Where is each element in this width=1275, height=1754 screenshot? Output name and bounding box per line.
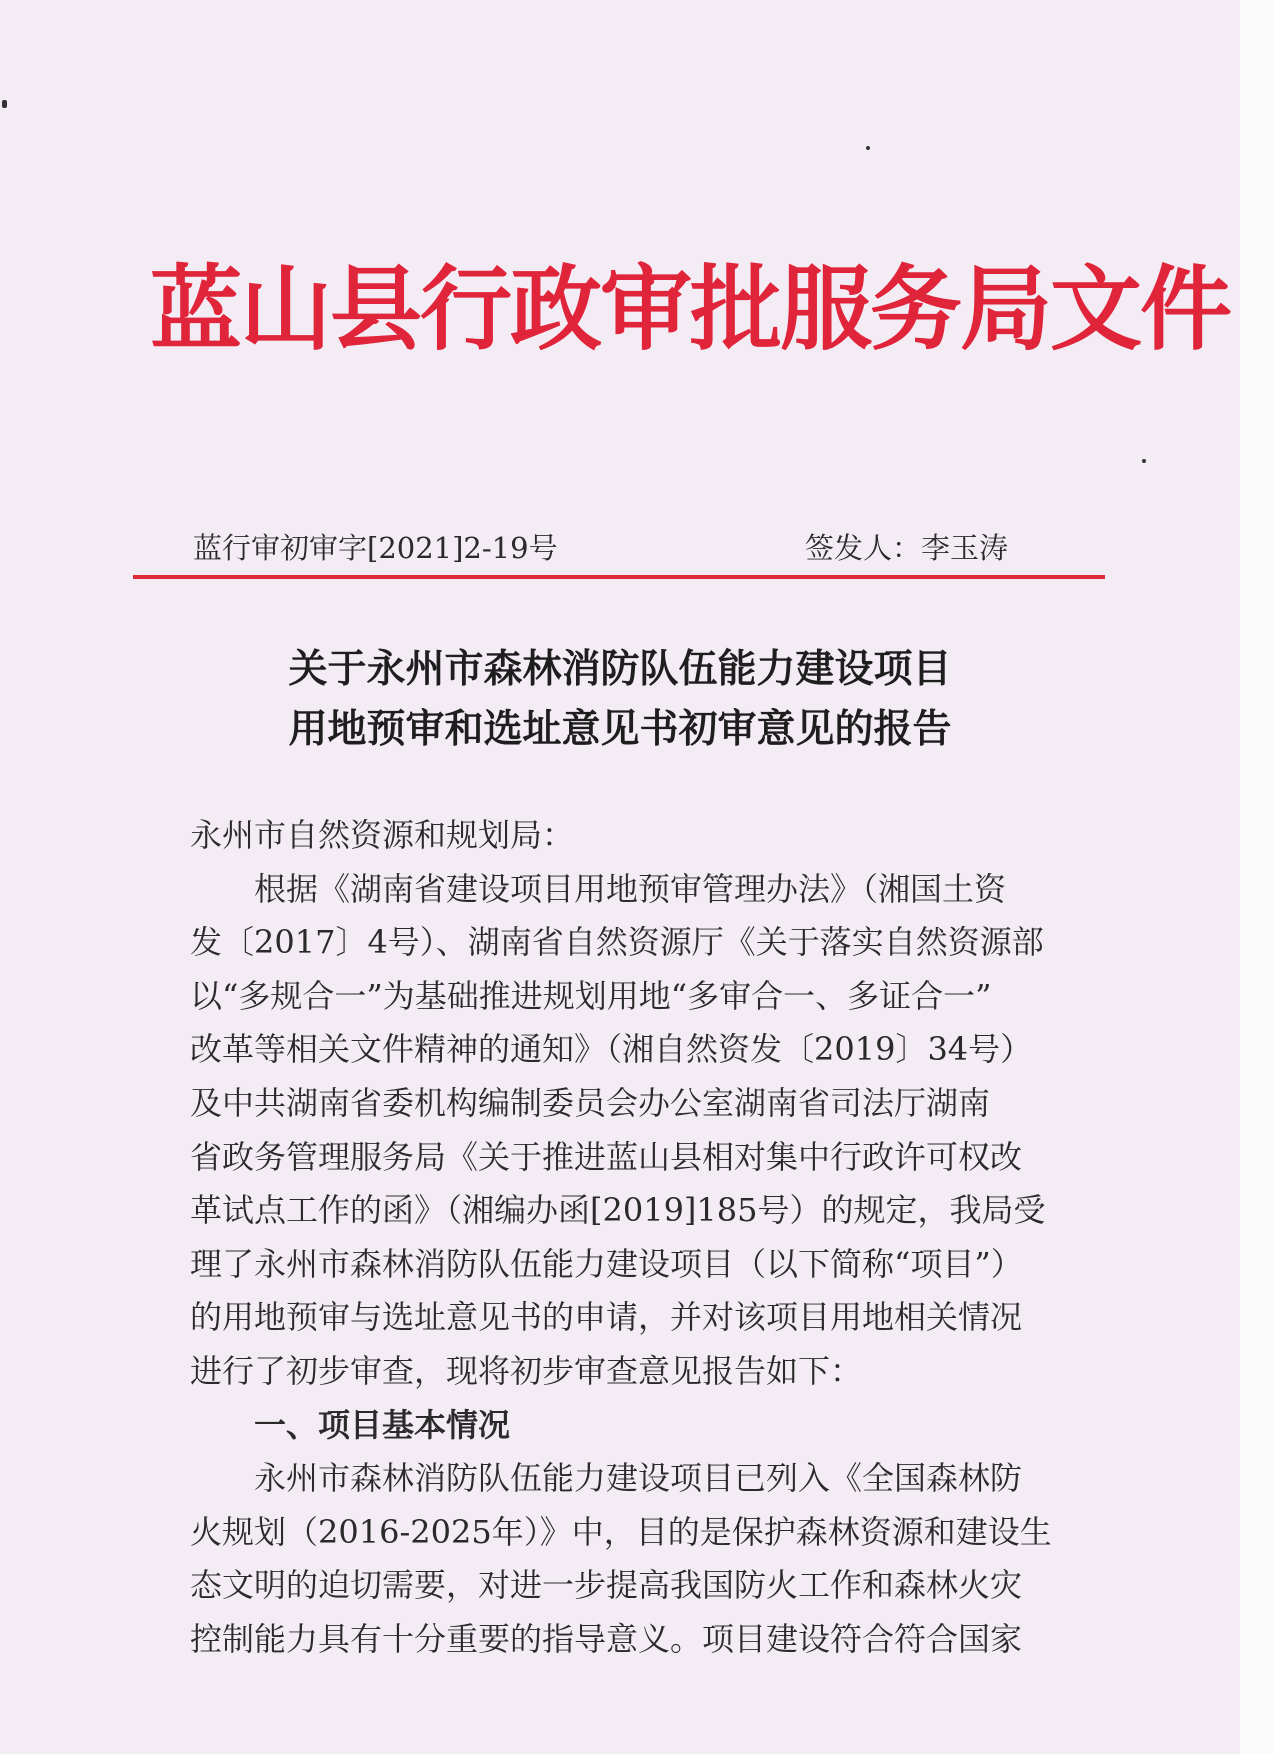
body-line: 以“多规合一”为基础推进规划用地“多审合一、多证合一” <box>190 976 992 1015</box>
body-line: 控制能力具有十分重要的指导意义。项目建设符合符合国家 <box>190 1619 1023 1658</box>
body-line: 省政务管理服务局《关于推进蓝山县相对集中行政许可权改 <box>190 1137 1023 1176</box>
body-line: 革试点工作的函》（湘编办函[2019]185号）的规定，我局受 <box>190 1191 1046 1230</box>
scan-speck <box>866 146 870 150</box>
report-title-line: 用地预审和选址意见书初审意见的报告 <box>288 707 952 752</box>
red-separator-line <box>133 575 1105 579</box>
body-line: 改革等相关文件精神的通知》（湘自然资发〔2019〕34号） <box>190 1030 1033 1069</box>
body-line: 及中共湖南省委机构编制委员会办公室湖南省司法厅湖南 <box>190 1083 991 1122</box>
body-line: 的用地预审与选址意见书的申请，并对该项目用地相关情况 <box>190 1298 1023 1337</box>
scan-speck <box>1142 459 1146 463</box>
body-line: 态文明的迫切需要，对进一步提高我国防火工作和森林火灾 <box>190 1566 1023 1605</box>
section-heading: 一、项目基本情况 <box>254 1405 511 1444</box>
body-line: 理了永州市森林消防队伍能力建设项目（以下简称“项目”） <box>190 1244 1023 1283</box>
report-title <box>150 640 1090 760</box>
report-body <box>190 809 1090 1667</box>
body-line: 进行了初步审查，现将初步审查意见报告如下： <box>190 1351 863 1390</box>
issuing-authority-title: 蓝山县行政审批服务局文件 <box>150 256 1231 363</box>
issuer-signature: 签发人：李玉涛 <box>805 531 1009 565</box>
addressee: 永州市自然资源和规划局： <box>190 816 575 854</box>
body-line: 根据《湖南省建设项目用地预审管理办法》（湘国土资 <box>254 869 1007 908</box>
body-line: 发〔2017〕4号）、湖南省自然资源厅《关于落实自然资源部 <box>190 923 1044 962</box>
report-title-line: 关于永州市森林消防队伍能力建设项目 <box>288 647 952 692</box>
document-number: 蓝行审初审字[2021]2-19号 <box>193 531 558 565</box>
scan-speck <box>2 100 7 108</box>
scanner-margin <box>1240 0 1275 1754</box>
body-line: 永州市森林消防队伍能力建设项目已列入《全国森林防 <box>254 1459 1023 1498</box>
body-line: 火规划（2016-2025年）》中，目的是保护森林资源和建设生 <box>190 1512 1052 1551</box>
